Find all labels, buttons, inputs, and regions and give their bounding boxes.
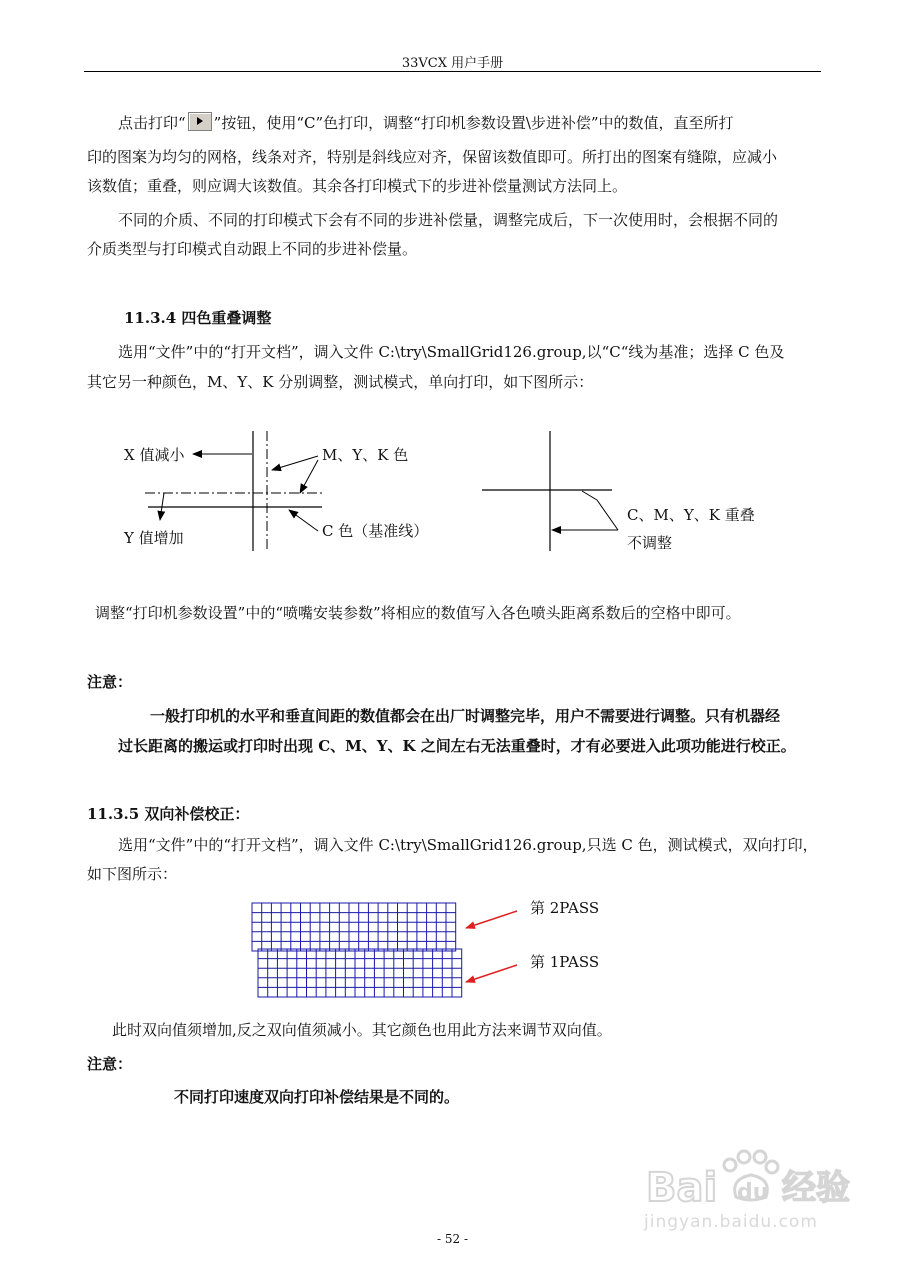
- paragraph-media-line1: 不同的介质、不同的打印模式下会有不同的步进补偿量，调整完成后，下一次使用时，会根据不同的: [118, 211, 779, 229]
- pass2-grid: [252, 903, 456, 951]
- pass2-arrow: [466, 911, 517, 928]
- section-heading-1135: 11.3.5 双向补偿校正：: [87, 805, 250, 823]
- note-label-1: 注意：: [87, 673, 133, 691]
- running-header: 33VCX 用户手册: [401, 56, 504, 71]
- mykc-color-label: M、Y、K 色: [322, 446, 409, 464]
- pass1-arrow: [466, 965, 517, 982]
- note-text-2: 不同打印速度双向打印补偿结果是不同的。: [174, 1088, 460, 1106]
- watermark-brand-cn: 经验: [782, 1168, 850, 1208]
- paragraph-step-compensation-line2: 印的图案为均匀的网格，线条对齐，特别是斜线应对齐，保留该数值即可。所打出的图案有缝隙，应减小: [87, 148, 778, 166]
- page-number: - 52 -: [436, 1232, 468, 1246]
- paragraph-bidirectional-line2: 如下图所示：: [87, 865, 178, 883]
- text-before-button: 点击打印“: [118, 114, 186, 132]
- play-triangle-icon: [188, 112, 212, 131]
- note-label-2: 注意：: [87, 1055, 133, 1073]
- paragraph-step-compensation-line3: 该数值；重叠，则应调大该数值。其余各打印模式下的步进补偿量测试方法同上。: [87, 177, 628, 195]
- c-base-label: C 色（基准线）: [322, 522, 429, 540]
- paragraph-bidirectional-line1: 选用“文件”中的“打开文档”，调入文件 C:\try\SmallGrid126.group,只选 C 色，测试模式，双向打印，: [118, 836, 818, 854]
- watermark-brand: Bai: [646, 1165, 718, 1211]
- pass-arrows: [455, 900, 530, 990]
- grid-border: [252, 903, 456, 951]
- baidu-jingyan-watermark: [644, 1143, 854, 1213]
- x-decrease-label: X 值减小: [124, 446, 185, 464]
- header-rule: [84, 71, 821, 72]
- paragraph-open-file-line2: 其它另一种颜色，M、Y、K 分别调整，测试模式，单向打印，如下图所示：: [87, 373, 594, 391]
- overlap-arrow-hook-b: [597, 500, 618, 530]
- watermark-url: jingyan.baidu.com: [644, 1212, 818, 1232]
- paragraph-nozzle-params: 调整“打印机参数设置”中的“喷嘴安装参数”将相应的数值写入各色喷头距离系数后的空格中即可。: [95, 604, 741, 622]
- note-text-1-line2: 过长距离的搬运或打印时出现 C、M、Y、K 之间左右无法重叠时，才有必要进入此项功能进行校正。: [118, 737, 796, 755]
- note-text-1-line1: 一般打印机的水平和垂直间距的数值都会在出厂时调整完毕，用户不需要进行调整。只有机器经: [150, 707, 781, 725]
- overlap-label-2: 不调整: [627, 534, 673, 552]
- y-increase-label: Y 值增加: [124, 529, 184, 547]
- overlap-label-1: C、M、Y、K 重叠: [627, 506, 755, 524]
- c-base-arrow: [289, 510, 318, 531]
- paragraph-bidirectional-result: 此时双向值须增加,反之双向值须减小。其它颜色也用此方法来调节双向值。: [112, 1021, 612, 1039]
- mykc-arrow-1: [272, 456, 318, 470]
- pass1-grid: [258, 949, 462, 997]
- paragraph-media-line2: 介质类型与打印模式自动跟上不同的步进补偿量。: [87, 240, 418, 258]
- section-heading-1134: 11.3.4 四色重叠调整: [124, 309, 272, 327]
- text-after-button: ”按钮，使用“C”色打印，调整“打印机参数设置\步进补偿”中的数值，直至所打: [213, 114, 734, 132]
- overlap-arrow-hook-a: [582, 491, 597, 500]
- paragraph-step-compensation-line1: [118, 108, 734, 138]
- paragraph-open-file-line1: 选用“文件”中的“打开文档”，调入文件 C:\try\SmallGrid126.group,以“C“线为基准；选择 C 色及: [118, 343, 785, 361]
- pass1-label: 第 1PASS: [530, 953, 600, 971]
- grid-border: [258, 949, 462, 997]
- mykc-arrow-2: [300, 460, 318, 493]
- pass2-label: 第 2PASS: [530, 899, 600, 917]
- watermark-brand2: du: [737, 1180, 769, 1205]
